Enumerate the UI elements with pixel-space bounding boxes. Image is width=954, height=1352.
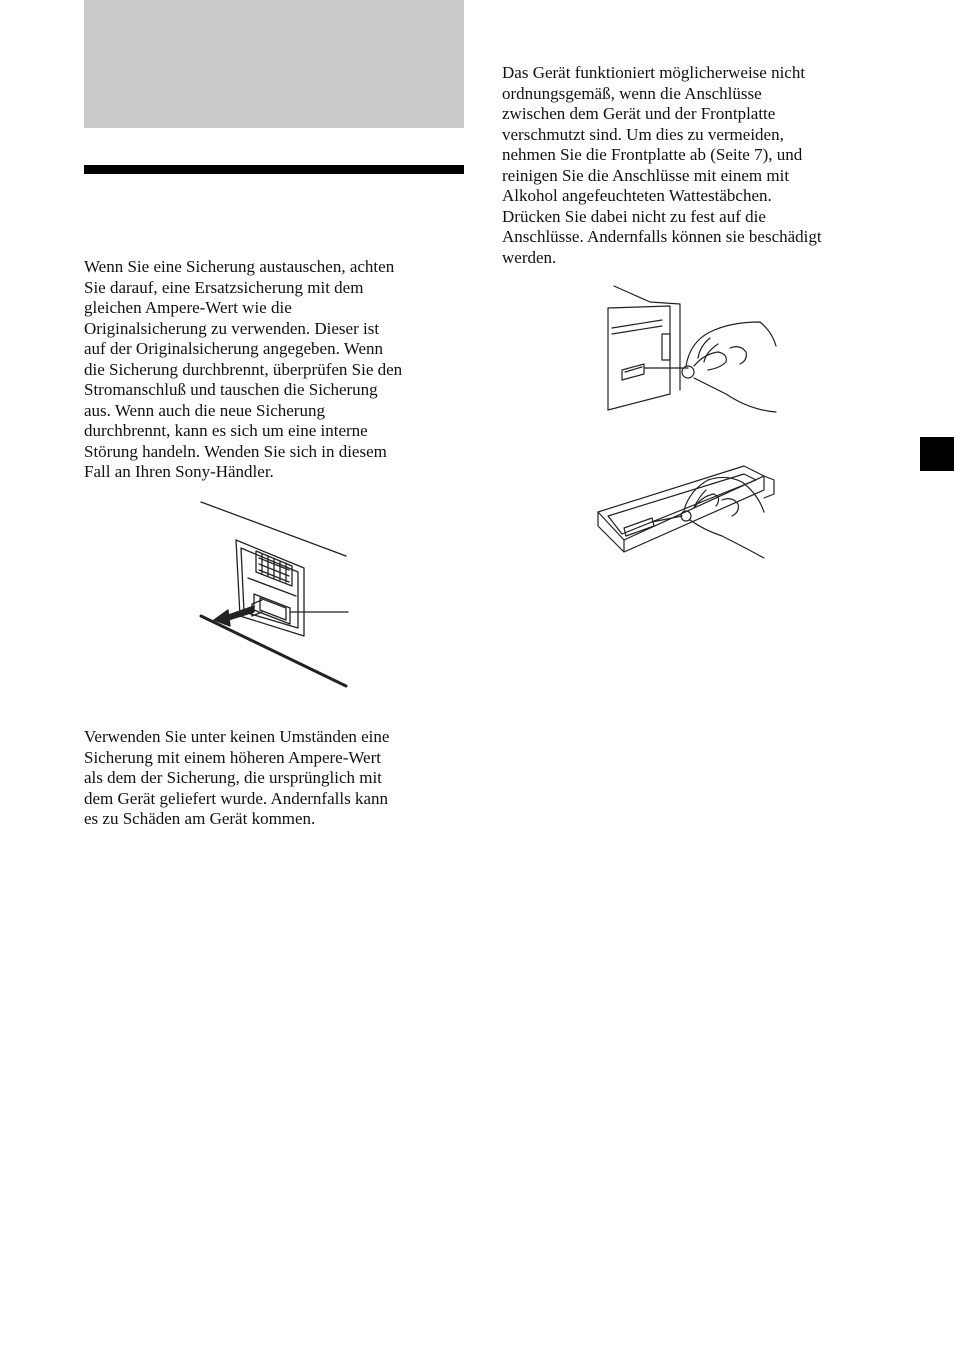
fuse-warning-paragraph: Verwenden Sie unter keinen Umständen eine Sicherung mit einem höheren Ampere-Wert als dem der Sicherung, die ursprünglich mit dem Gerät geliefert wurde. Andernfalls kann es zu Schäden am Gerät kommen. — [84, 727, 390, 828]
fuse-removal-illustration — [196, 496, 356, 692]
unit-connector-cleaning-illustration — [600, 282, 780, 416]
connector-cleaning-paragraph: Das Gerät funktioniert möglicherweise nicht ordnungsgemäß, wenn die Anschlüsse zwischen dem Gerät und der Frontplatte verschmutzt sind. Um dies zu vermeiden, nehmen Sie die Frontplatte ab (Seite 7), und reinigen Sie die Anschlüsse mit einem mit Alkohol angefeuchteten Wattestäbchen. Drücken Sie dabei nicht zu fest auf die Anschlüsse. Andernfalls können sie beschädigt werden. — [502, 63, 822, 267]
section-header-block — [84, 0, 464, 128]
section-thumb-tab — [920, 437, 954, 471]
section-heading-rule — [84, 165, 464, 174]
fuse-replacement-paragraph: Wenn Sie eine Sicherung austauschen, achten Sie darauf, eine Ersatzsicherung mit dem gleichen Ampere-Wert wie die Originalsicherung zu verwenden. Dieser ist auf der Originalsicherung angegeben. Wenn die Sicherung durchbrennt, überprüfen Sie den Stromanschluß und tauschen die Sicherung aus. Wenn auch die neue Sicherung durchbrennt, kann es sich um eine interne Störung handeln. Wenden Sie sich in diesem Fall an Ihren Sony-Händler. — [84, 257, 403, 481]
front-panel-cleaning-illustration — [594, 460, 790, 564]
